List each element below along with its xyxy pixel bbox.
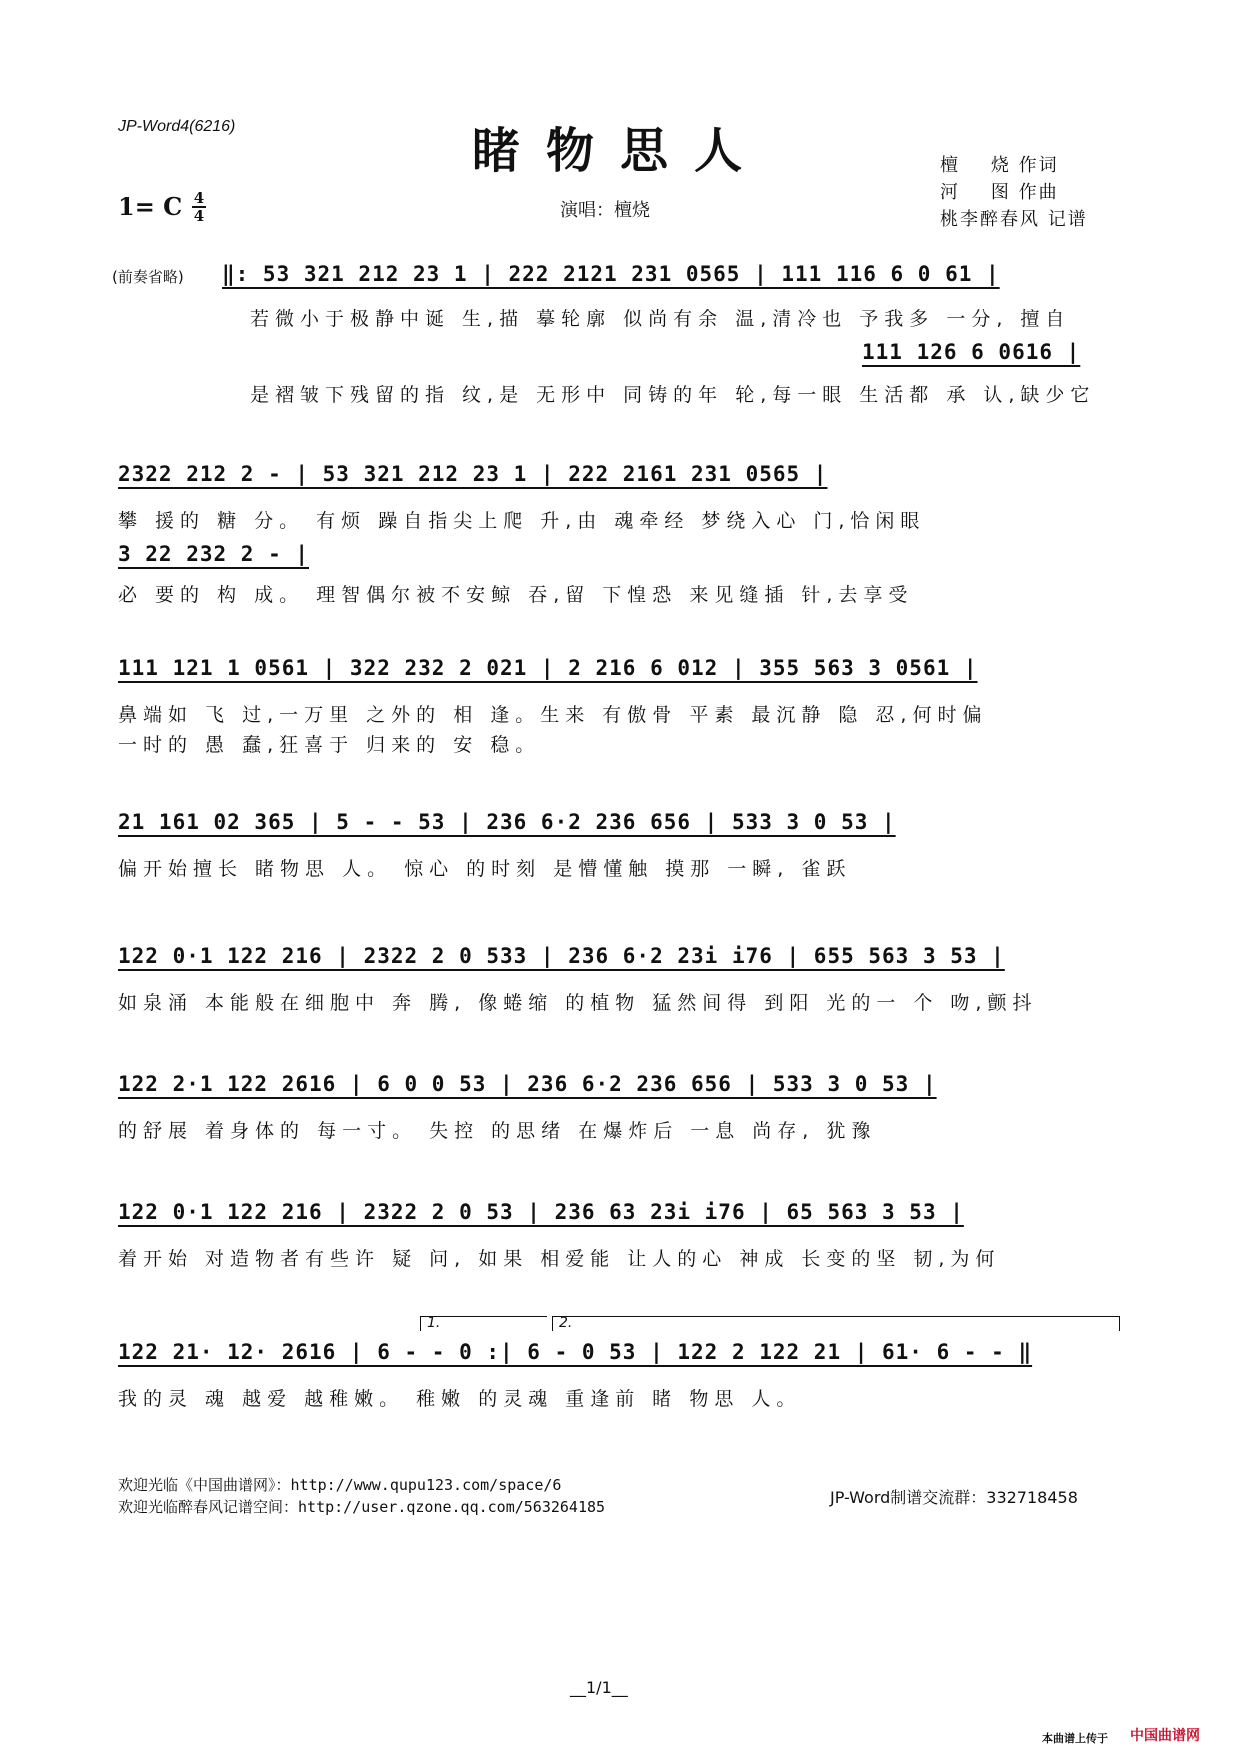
- song-title: 睹物思人: [471, 123, 768, 179]
- notation-line-4: 21 161 02 365 | 5 - - 53 | 236 6·2 236 656 | 533 3 0 53 |: [118, 810, 896, 834]
- notation-line-1-alt: 111 126 6 0616 |: [862, 340, 1081, 364]
- lyrics-line-2a: 攀 援的 糖 分。 有烦 躁自指尖上爬 升,由 魂牵经 梦绕入心 门,恰闲眼: [118, 510, 926, 532]
- footer-link-qzone[interactable]: 欢迎光临醉春风记谱空间：http://user.qzone.qq.com/563264185: [118, 1498, 606, 1516]
- notation-line-6: 122 2·1 122 2616 | 6 0 0 53 | 236 6·2 236 656 | 533 3 0 53 |: [118, 1072, 937, 1096]
- volta-label-1: 1.: [427, 1315, 441, 1331]
- footer-link-qupu[interactable]: 欢迎光临《中国曲谱网》：http://www.qupu123.com/space/6: [118, 1476, 562, 1494]
- notation-line-1: ‖: 53 321 212 23 1 | 222 2121 231 0565 | 111 116 6 0 61 |: [222, 262, 1000, 286]
- lyrics-line-3b: 一时的 愚 蠢,狂喜于 归来的 安 稳。: [118, 734, 541, 756]
- time-signature: [192, 190, 206, 224]
- volta-label-2: 2.: [559, 1315, 573, 1331]
- upload-note: 本曲谱上传于: [1042, 1732, 1108, 1745]
- notation-line-7: 122 0·1 122 216 | 2322 2 0 53 | 236 63 23i i76 | 65 563 3 53 |: [118, 1200, 964, 1224]
- lyrics-line-3a: 鼻端如 飞 过,一万里 之外的 相 逢。生来 有傲骨 平素 最沉静 隐 忍,何时偏: [118, 704, 988, 726]
- page-number: __1/1__: [570, 1678, 628, 1697]
- lyrics-line-6: 的舒展 着身体的 每一寸。 失控 的思绪 在爆炸后 一息 尚存, 犹豫: [118, 1120, 877, 1142]
- lyrics-line-1a: 若微小于极静中诞 生,描 摹轮廓 似尚有余 温,清冷也 予我多 一分, 擅自: [250, 308, 1071, 330]
- lyrics-line-8: 我的灵 魂 越爱 越稚嫩。 稚嫩 的灵魂 重逢前 睹 物思 人。: [118, 1388, 802, 1410]
- notation-line-2-alt: 3 22 232 2 - |: [118, 542, 310, 566]
- site-logo: 中国曲谱网: [1130, 1728, 1200, 1744]
- lyrics-line-2b: 必 要的 构 成。 理智偶尔被不安鲸 吞,留 下惶恐 来见缝插 针,去享受: [118, 584, 914, 606]
- key-signature: 1= C: [118, 192, 183, 221]
- credits: [940, 152, 1088, 233]
- lyrics-line-7: 着开始 对造物者有些许 疑 问, 如果 相爱能 让人的心 神成 长变的坚 韧,为何: [118, 1248, 1001, 1270]
- composer-credit: 河 图 作曲: [940, 182, 1059, 203]
- singer-credit: 演唱：檀烧: [560, 200, 650, 221]
- software-label: JP-Word4(6216): [118, 118, 236, 135]
- notation-line-3: 111 121 1 0561 | 322 232 2 021 | 2 216 6 012 | 355 563 3 0561 |: [118, 656, 978, 680]
- lyrics-line-4: 偏开始擅长 睹物思 人。 惊心 的时刻 是懵懂触 摸那 一瞬, 雀跃: [118, 858, 852, 880]
- notation-line-8: 122 21· 12· 2616 | 6 - - 0 :| 6 - 0 53 | 122 2 122 21 | 61· 6 - - ‖: [118, 1340, 1033, 1364]
- volta-bracket-2: [552, 1316, 1120, 1331]
- prelude-note: (前奏省略): [112, 268, 184, 286]
- lyricist-credit: 檀 烧 作词: [940, 155, 1059, 176]
- transcriber-credit: 桃李醉春风 记谱: [940, 209, 1088, 230]
- lyrics-line-1b: 是褶皱下残留的指 纹,是 无形中 同铸的年 轮,每一眼 生活都 承 认,缺少它: [250, 384, 1096, 406]
- volta-bracket-1: [420, 1316, 547, 1331]
- notation-line-5: 122 0·1 122 216 | 2322 2 0 533 | 236 6·2 23i i76 | 655 563 3 53 |: [118, 944, 1005, 968]
- footer-links: [118, 1474, 605, 1518]
- qq-group: JP-Word制谱交流群：332718458: [830, 1488, 1078, 1507]
- time-bottom: 4: [193, 207, 205, 225]
- notation-line-2: 2322 212 2 - | 53 321 212 23 1 | 222 2161 231 0565 |: [118, 462, 828, 486]
- lyrics-line-5: 如泉涌 本能般在细胞中 奔 腾, 像蜷缩 的植物 猛然间得 到阳 光的一 个 吻,颤抖: [118, 992, 1038, 1014]
- time-top: 4: [193, 189, 205, 207]
